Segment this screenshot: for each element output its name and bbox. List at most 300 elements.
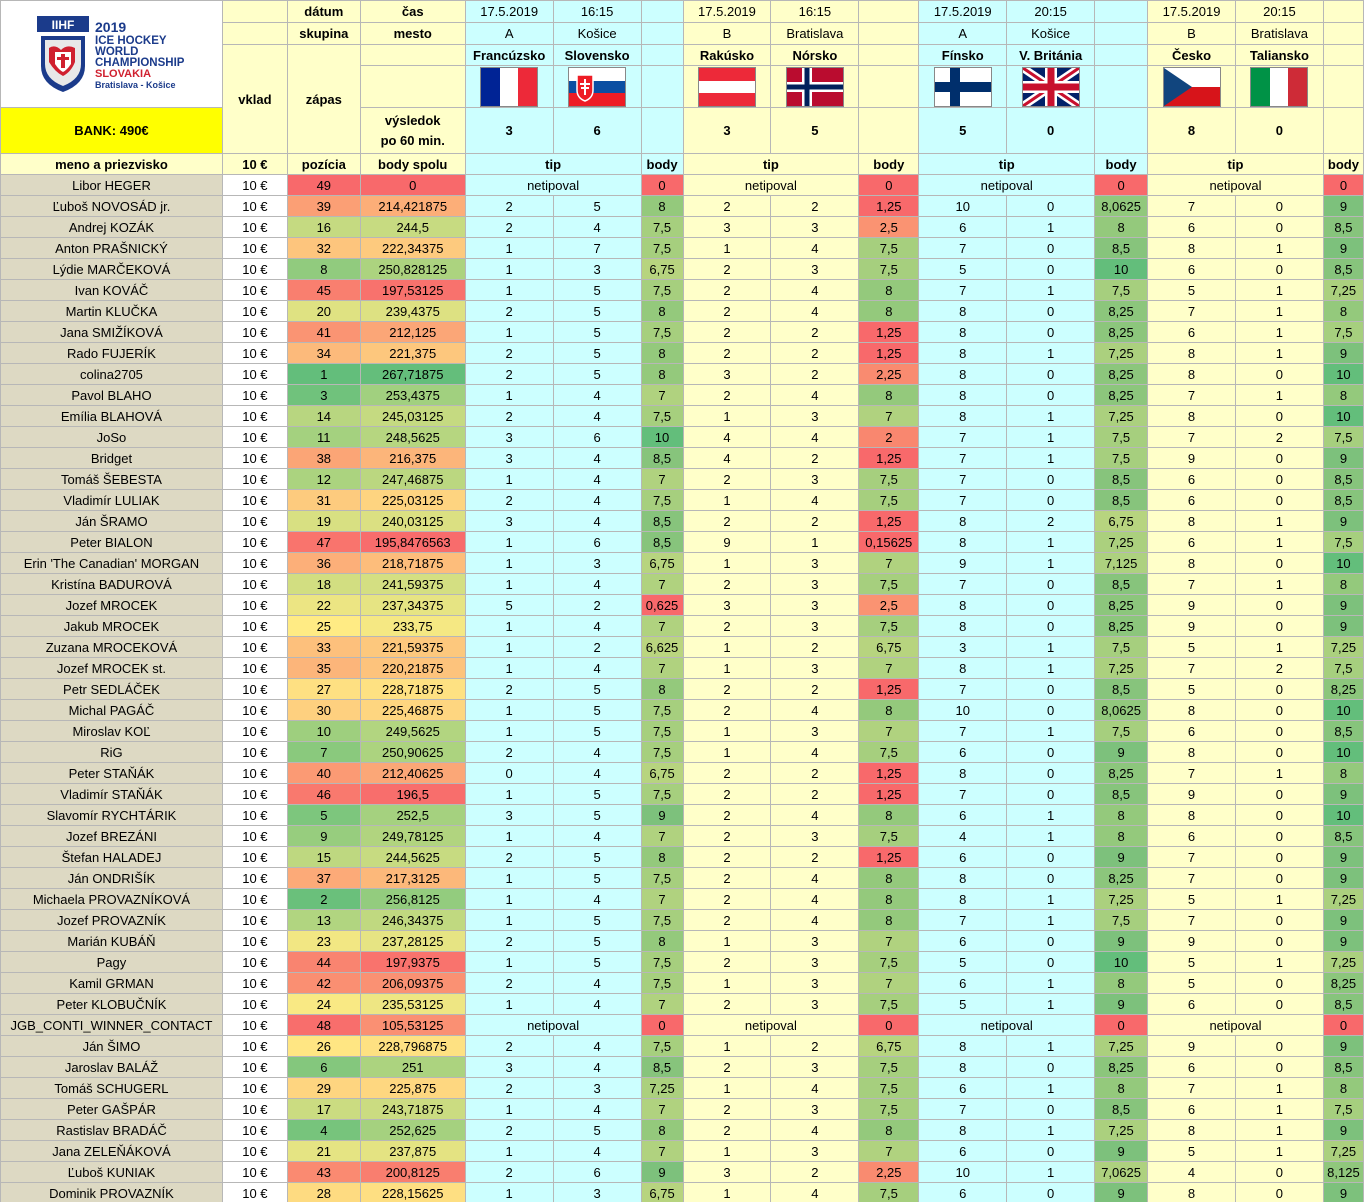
match-points[interactable]: 7,25 (1323, 952, 1363, 973)
tip-away[interactable]: 0 (1235, 616, 1323, 637)
tip-home[interactable]: 8 (919, 322, 1007, 343)
tip-away[interactable]: 3 (771, 931, 859, 952)
tip-away[interactable]: 4 (771, 427, 859, 448)
tip-away[interactable]: 3 (771, 994, 859, 1015)
player-name[interactable]: Dominik PROVAZNÍK (1, 1183, 223, 1202)
tip-home[interactable]: 2 (683, 847, 771, 868)
player-name[interactable]: Peter KLOBUČNÍK (1, 994, 223, 1015)
player-total[interactable]: 195,8476563 (360, 532, 465, 553)
tip-home[interactable]: 2 (683, 322, 771, 343)
tip-away[interactable]: 2 (771, 196, 859, 217)
match-points[interactable]: 7,5 (641, 700, 683, 721)
player-name[interactable]: Bridget (1, 448, 223, 469)
tip-away[interactable]: 0 (1235, 1036, 1323, 1057)
player-position[interactable]: 41 (287, 322, 360, 343)
match-points[interactable]: 0 (859, 1015, 919, 1036)
tip-home[interactable]: 1 (465, 658, 553, 679)
tip-away[interactable]: 0 (1007, 196, 1095, 217)
tip-home[interactable]: 2 (683, 952, 771, 973)
match-points[interactable]: 7,5 (859, 616, 919, 637)
match-points[interactable]: 8,5 (1323, 469, 1363, 490)
player-vklad[interactable]: 10 € (222, 1183, 287, 1202)
match-points[interactable]: 0 (1323, 1015, 1363, 1036)
tip-home[interactable]: 2 (465, 406, 553, 427)
tip-away[interactable]: 1 (1007, 343, 1095, 364)
player-position[interactable]: 20 (287, 301, 360, 322)
player-name[interactable]: Jakub MROCEK (1, 616, 223, 637)
tip-home[interactable]: 2 (683, 868, 771, 889)
tip-away[interactable]: 1 (1235, 1141, 1323, 1162)
tip-away[interactable]: 3 (771, 217, 859, 238)
tip-away[interactable]: 0 (1235, 721, 1323, 742)
tip-home[interactable]: 5 (1148, 679, 1236, 700)
player-total[interactable]: 197,9375 (360, 952, 465, 973)
player-vklad[interactable]: 10 € (222, 889, 287, 910)
tip-away[interactable]: 0 (1235, 448, 1323, 469)
tip-away[interactable]: 1 (1235, 238, 1323, 259)
tip-away[interactable]: 0 (1235, 868, 1323, 889)
player-total[interactable]: 237,875 (360, 1141, 465, 1162)
tip-home[interactable]: 9 (919, 553, 1007, 574)
match-points[interactable]: 2,25 (859, 364, 919, 385)
tip-home[interactable]: 6 (919, 1183, 1007, 1202)
tip-away[interactable]: 0 (1235, 931, 1323, 952)
match-points[interactable]: 8 (1095, 805, 1148, 826)
match-points[interactable]: 7,25 (1095, 658, 1148, 679)
player-position[interactable]: 8 (287, 259, 360, 280)
tip-home[interactable]: 2 (683, 574, 771, 595)
tip-home[interactable]: 7 (919, 1099, 1007, 1120)
player-name[interactable]: Jana ZELEŇÁKOVÁ (1, 1141, 223, 1162)
match-points[interactable]: 7,5 (641, 973, 683, 994)
tip-away[interactable]: 0 (1235, 469, 1323, 490)
player-total[interactable]: 200,8125 (360, 1162, 465, 1183)
player-total[interactable]: 197,53125 (360, 280, 465, 301)
player-position[interactable]: 28 (287, 1183, 360, 1202)
tip-home[interactable]: 6 (1148, 532, 1236, 553)
tip-away[interactable]: 0 (1007, 301, 1095, 322)
tip-away[interactable]: 0 (1007, 364, 1095, 385)
player-name[interactable]: Emília BLAHOVÁ (1, 406, 223, 427)
player-vklad[interactable]: 10 € (222, 1141, 287, 1162)
tip-home[interactable]: 3 (683, 595, 771, 616)
player-vklad[interactable]: 10 € (222, 931, 287, 952)
match-points[interactable]: 8 (641, 364, 683, 385)
tip-home[interactable]: 8 (1148, 406, 1236, 427)
tip-away[interactable]: 1 (1235, 1099, 1323, 1120)
tip-away[interactable]: 2 (771, 784, 859, 805)
tip-netipoval[interactable]: netipoval (683, 1015, 859, 1036)
player-total[interactable]: 212,125 (360, 322, 465, 343)
player-total[interactable]: 237,34375 (360, 595, 465, 616)
tip-away[interactable]: 4 (771, 1078, 859, 1099)
tip-home[interactable]: 2 (683, 994, 771, 1015)
player-total[interactable]: 247,46875 (360, 469, 465, 490)
player-name[interactable]: Ľuboš NOVOSÁD jr. (1, 196, 223, 217)
tip-away[interactable]: 5 (553, 322, 641, 343)
tip-home[interactable]: 2 (683, 196, 771, 217)
tip-home[interactable]: 5 (1148, 973, 1236, 994)
tip-home[interactable]: 1 (465, 532, 553, 553)
tip-away[interactable]: 6 (553, 1162, 641, 1183)
tip-away[interactable]: 1 (1235, 280, 1323, 301)
tip-away[interactable]: 0 (1007, 574, 1095, 595)
tip-home[interactable]: 1 (465, 259, 553, 280)
tip-away[interactable]: 5 (553, 868, 641, 889)
match-points[interactable]: 9 (1323, 448, 1363, 469)
tip-home[interactable]: 2 (683, 1057, 771, 1078)
tip-home[interactable]: 1 (465, 616, 553, 637)
match-points[interactable]: 9 (1323, 238, 1363, 259)
tip-away[interactable]: 5 (553, 805, 641, 826)
player-total[interactable]: 225,03125 (360, 490, 465, 511)
player-vklad[interactable]: 10 € (222, 238, 287, 259)
tip-away[interactable]: 2 (771, 1162, 859, 1183)
player-position[interactable]: 21 (287, 1141, 360, 1162)
match-points[interactable]: 7,25 (1323, 889, 1363, 910)
tip-away[interactable]: 0 (1235, 994, 1323, 1015)
tip-home[interactable]: 2 (683, 280, 771, 301)
player-position[interactable]: 33 (287, 637, 360, 658)
tip-away[interactable]: 0 (1235, 1057, 1323, 1078)
tip-away[interactable]: 4 (771, 301, 859, 322)
tip-away[interactable]: 1 (1007, 427, 1095, 448)
tip-away[interactable]: 0 (1235, 196, 1323, 217)
player-name[interactable]: Martin KLUČKA (1, 301, 223, 322)
match-points[interactable]: 7,5 (641, 952, 683, 973)
match-points[interactable]: 8,5 (1095, 574, 1148, 595)
tip-away[interactable]: 3 (771, 1099, 859, 1120)
match-points[interactable]: 9 (1323, 1036, 1363, 1057)
match-points[interactable]: 7 (641, 616, 683, 637)
player-total[interactable]: 228,15625 (360, 1183, 465, 1202)
player-total[interactable]: 239,4375 (360, 301, 465, 322)
player-total[interactable]: 196,5 (360, 784, 465, 805)
player-name[interactable]: Rado FUJERÍK (1, 343, 223, 364)
tip-away[interactable]: 1 (1007, 973, 1095, 994)
tip-away[interactable]: 6 (553, 532, 641, 553)
tip-home[interactable]: 3 (465, 805, 553, 826)
tip-home[interactable]: 6 (1148, 217, 1236, 238)
match-points[interactable]: 7,5 (859, 994, 919, 1015)
player-name[interactable]: Petr SEDLÁČEK (1, 679, 223, 700)
match-points[interactable]: 8,5 (1095, 1099, 1148, 1120)
player-name[interactable]: Jana SMIŽÍKOVÁ (1, 322, 223, 343)
player-total[interactable]: 105,53125 (360, 1015, 465, 1036)
match-points[interactable]: 10 (1323, 805, 1363, 826)
match-points[interactable]: 7,5 (641, 1036, 683, 1057)
tip-home[interactable]: 6 (919, 931, 1007, 952)
match-points[interactable]: 7,5 (641, 238, 683, 259)
tip-away[interactable]: 4 (771, 742, 859, 763)
tip-away[interactable]: 0 (1235, 1162, 1323, 1183)
match-points[interactable]: 8 (641, 301, 683, 322)
tip-away[interactable]: 3 (771, 553, 859, 574)
match-points[interactable]: 10 (1323, 742, 1363, 763)
tip-home[interactable]: 1 (465, 574, 553, 595)
player-total[interactable]: 218,71875 (360, 553, 465, 574)
player-name[interactable]: Pavol BLAHO (1, 385, 223, 406)
tip-home[interactable]: 5 (919, 259, 1007, 280)
player-vklad[interactable]: 10 € (222, 511, 287, 532)
tip-home[interactable]: 2 (465, 196, 553, 217)
tip-home[interactable]: 2 (465, 301, 553, 322)
match-points[interactable]: 8,5 (1095, 469, 1148, 490)
match-points[interactable]: 7,25 (641, 1078, 683, 1099)
tip-away[interactable]: 0 (1235, 406, 1323, 427)
match-points[interactable]: 8 (859, 280, 919, 301)
tip-home[interactable]: 2 (683, 1099, 771, 1120)
player-total[interactable]: 0 (360, 175, 465, 196)
match-points[interactable]: 7,5 (859, 469, 919, 490)
tip-home[interactable]: 2 (465, 931, 553, 952)
tip-away[interactable]: 1 (1007, 280, 1095, 301)
match-points[interactable]: 6,75 (641, 1183, 683, 1202)
tip-away[interactable]: 0 (1235, 910, 1323, 931)
tip-away[interactable]: 0 (1235, 784, 1323, 805)
player-position[interactable]: 32 (287, 238, 360, 259)
match-points[interactable]: 10 (641, 427, 683, 448)
tip-home[interactable]: 7 (919, 448, 1007, 469)
match-points[interactable]: 2,5 (859, 595, 919, 616)
player-vklad[interactable]: 10 € (222, 1099, 287, 1120)
match-points[interactable]: 8,0625 (1095, 196, 1148, 217)
tip-away[interactable]: 4 (771, 238, 859, 259)
tip-away[interactable]: 0 (1235, 553, 1323, 574)
tip-home[interactable]: 7 (1148, 385, 1236, 406)
tip-away[interactable]: 1 (1235, 952, 1323, 973)
tip-away[interactable]: 0 (1235, 847, 1323, 868)
player-name[interactable]: Jozef MROCEK (1, 595, 223, 616)
match-points[interactable]: 9 (641, 1162, 683, 1183)
tip-away[interactable]: 1 (1235, 385, 1323, 406)
match-points[interactable]: 2,5 (859, 217, 919, 238)
match-points[interactable]: 7,5 (641, 721, 683, 742)
player-vklad[interactable]: 10 € (222, 406, 287, 427)
tip-away[interactable]: 1 (1007, 532, 1095, 553)
tip-home[interactable]: 9 (1148, 1036, 1236, 1057)
player-total[interactable]: 248,5625 (360, 427, 465, 448)
player-vklad[interactable]: 10 € (222, 490, 287, 511)
match-points[interactable]: 7 (859, 553, 919, 574)
player-position[interactable]: 47 (287, 532, 360, 553)
tip-home[interactable]: 1 (683, 1183, 771, 1202)
tip-home[interactable]: 2 (683, 784, 771, 805)
tip-away[interactable]: 1 (1007, 448, 1095, 469)
match-points[interactable]: 8,5 (641, 532, 683, 553)
match-points[interactable]: 7,5 (641, 280, 683, 301)
tip-home[interactable]: 9 (1148, 448, 1236, 469)
player-name[interactable]: Jozef PROVAZNÍK (1, 910, 223, 931)
tip-away[interactable]: 4 (553, 1057, 641, 1078)
tip-away[interactable]: 0 (1235, 595, 1323, 616)
tip-away[interactable]: 5 (553, 1120, 641, 1141)
tip-away[interactable]: 5 (553, 847, 641, 868)
tip-home[interactable]: 1 (683, 553, 771, 574)
tip-home[interactable]: 7 (1148, 1078, 1236, 1099)
tip-home[interactable]: 7 (919, 574, 1007, 595)
tip-home[interactable]: 1 (465, 1183, 553, 1202)
player-name[interactable]: Erin 'The Canadian' MORGAN (1, 553, 223, 574)
tip-away[interactable]: 3 (553, 259, 641, 280)
player-vklad[interactable]: 10 € (222, 364, 287, 385)
tip-away[interactable]: 1 (1007, 1162, 1095, 1183)
player-total[interactable]: 225,875 (360, 1078, 465, 1099)
match-points[interactable]: 8,0625 (1095, 700, 1148, 721)
tip-home[interactable]: 5 (465, 595, 553, 616)
match-points[interactable]: 7 (641, 889, 683, 910)
match-points[interactable]: 8 (859, 889, 919, 910)
player-position[interactable]: 15 (287, 847, 360, 868)
match-points[interactable]: 8,5 (641, 511, 683, 532)
tip-away[interactable]: 2 (771, 343, 859, 364)
tip-home[interactable]: 1 (683, 1141, 771, 1162)
player-position[interactable]: 49 (287, 175, 360, 196)
tip-away[interactable]: 5 (553, 196, 641, 217)
tip-home[interactable]: 1 (465, 952, 553, 973)
tip-home[interactable]: 7 (1148, 196, 1236, 217)
match-points[interactable]: 8,5 (1323, 259, 1363, 280)
match-points[interactable]: 7,5 (859, 259, 919, 280)
tip-away[interactable]: 5 (553, 910, 641, 931)
tip-away[interactable]: 3 (771, 259, 859, 280)
player-vklad[interactable]: 10 € (222, 658, 287, 679)
match-points[interactable]: 8 (859, 1120, 919, 1141)
tip-home[interactable]: 2 (683, 616, 771, 637)
match-points[interactable]: 10 (1323, 406, 1363, 427)
tip-home[interactable]: 5 (1148, 280, 1236, 301)
tip-away[interactable]: 6 (553, 427, 641, 448)
tip-away[interactable]: 5 (553, 301, 641, 322)
tip-home[interactable]: 2 (465, 1078, 553, 1099)
tip-home[interactable]: 8 (1148, 511, 1236, 532)
match-points[interactable]: 1,25 (859, 784, 919, 805)
match-points[interactable]: 9 (1323, 1183, 1363, 1202)
tip-away[interactable]: 1 (1235, 637, 1323, 658)
tip-home[interactable]: 1 (683, 658, 771, 679)
tip-away[interactable]: 4 (553, 973, 641, 994)
tip-home[interactable]: 2 (465, 217, 553, 238)
tip-home[interactable]: 1 (465, 700, 553, 721)
tip-away[interactable]: 4 (553, 511, 641, 532)
player-position[interactable]: 34 (287, 343, 360, 364)
match-points[interactable]: 6,75 (859, 1036, 919, 1057)
tip-home[interactable]: 1 (465, 1099, 553, 1120)
tip-away[interactable]: 4 (771, 490, 859, 511)
tip-home[interactable]: 8 (1148, 805, 1236, 826)
player-total[interactable]: 250,828125 (360, 259, 465, 280)
tip-away[interactable]: 1 (1235, 511, 1323, 532)
player-name[interactable]: Ján ONDRIŠÍK (1, 868, 223, 889)
player-vklad[interactable]: 10 € (222, 973, 287, 994)
tip-away[interactable]: 0 (1235, 490, 1323, 511)
player-total[interactable]: 256,8125 (360, 889, 465, 910)
match-points[interactable]: 8 (1323, 1078, 1363, 1099)
tip-home[interactable]: 2 (465, 1036, 553, 1057)
tip-home[interactable]: 7 (1148, 574, 1236, 595)
player-position[interactable]: 6 (287, 1057, 360, 1078)
tip-away[interactable]: 0 (1007, 1099, 1095, 1120)
player-total[interactable]: 237,28125 (360, 931, 465, 952)
player-name[interactable]: colina2705 (1, 364, 223, 385)
tip-home[interactable]: 2 (465, 364, 553, 385)
match-points[interactable]: 1,25 (859, 763, 919, 784)
match-points[interactable]: 8,5 (1095, 238, 1148, 259)
match-points[interactable]: 0,15625 (859, 532, 919, 553)
match-points[interactable]: 8,5 (641, 448, 683, 469)
tip-away[interactable]: 4 (771, 889, 859, 910)
tip-home[interactable]: 7 (919, 280, 1007, 301)
player-name[interactable]: Ján ŠRAMO (1, 511, 223, 532)
player-vklad[interactable]: 10 € (222, 847, 287, 868)
match-points[interactable]: 8 (1323, 763, 1363, 784)
tip-away[interactable]: 0 (1007, 763, 1095, 784)
player-name[interactable]: Zuzana MROCEKOVÁ (1, 637, 223, 658)
player-total[interactable]: 221,375 (360, 343, 465, 364)
match-points[interactable]: 7,25 (1323, 637, 1363, 658)
tip-home[interactable]: 2 (683, 469, 771, 490)
tip-home[interactable]: 1 (465, 994, 553, 1015)
tip-away[interactable]: 1 (1235, 343, 1323, 364)
player-position[interactable]: 18 (287, 574, 360, 595)
tip-away[interactable]: 2 (1007, 511, 1095, 532)
tip-away[interactable]: 0 (1007, 490, 1095, 511)
tip-away[interactable]: 1 (1235, 322, 1323, 343)
tip-away[interactable]: 0 (1007, 679, 1095, 700)
tip-home[interactable]: 1 (465, 1141, 553, 1162)
match-points[interactable]: 8 (641, 679, 683, 700)
tip-away[interactable]: 0 (1235, 826, 1323, 847)
tip-away[interactable]: 1 (1235, 1120, 1323, 1141)
player-vklad[interactable]: 10 € (222, 343, 287, 364)
tip-away[interactable]: 1 (1007, 889, 1095, 910)
player-position[interactable]: 46 (287, 784, 360, 805)
player-vklad[interactable]: 10 € (222, 1015, 287, 1036)
tip-away[interactable]: 0 (1235, 742, 1323, 763)
player-name[interactable]: Tomáš ŠEBESTA (1, 469, 223, 490)
tip-away[interactable]: 3 (771, 952, 859, 973)
player-total[interactable]: 246,34375 (360, 910, 465, 931)
tip-home[interactable]: 7 (919, 784, 1007, 805)
tip-home[interactable]: 7 (919, 469, 1007, 490)
tip-away[interactable]: 4 (553, 1099, 641, 1120)
tip-home[interactable]: 1 (683, 238, 771, 259)
player-vklad[interactable]: 10 € (222, 301, 287, 322)
match-points[interactable]: 6,625 (641, 637, 683, 658)
tip-netipoval[interactable]: netipoval (465, 1015, 641, 1036)
player-vklad[interactable]: 10 € (222, 1120, 287, 1141)
tip-away[interactable]: 4 (553, 490, 641, 511)
match-points[interactable]: 10 (1323, 364, 1363, 385)
player-vklad[interactable]: 10 € (222, 532, 287, 553)
player-total[interactable]: 244,5 (360, 217, 465, 238)
tip-home[interactable]: 3 (465, 427, 553, 448)
tip-netipoval[interactable]: netipoval (1148, 175, 1324, 196)
tip-home[interactable]: 1 (683, 637, 771, 658)
match-points[interactable]: 8 (1095, 826, 1148, 847)
tip-home[interactable]: 2 (683, 259, 771, 280)
player-vklad[interactable]: 10 € (222, 784, 287, 805)
match-points[interactable]: 1,25 (859, 511, 919, 532)
tip-home[interactable]: 4 (919, 826, 1007, 847)
tip-home[interactable]: 1 (465, 868, 553, 889)
player-vklad[interactable]: 10 € (222, 616, 287, 637)
player-vklad[interactable]: 10 € (222, 385, 287, 406)
player-position[interactable]: 38 (287, 448, 360, 469)
player-vklad[interactable]: 10 € (222, 994, 287, 1015)
tip-away[interactable]: 0 (1235, 805, 1323, 826)
tip-away[interactable]: 2 (771, 679, 859, 700)
